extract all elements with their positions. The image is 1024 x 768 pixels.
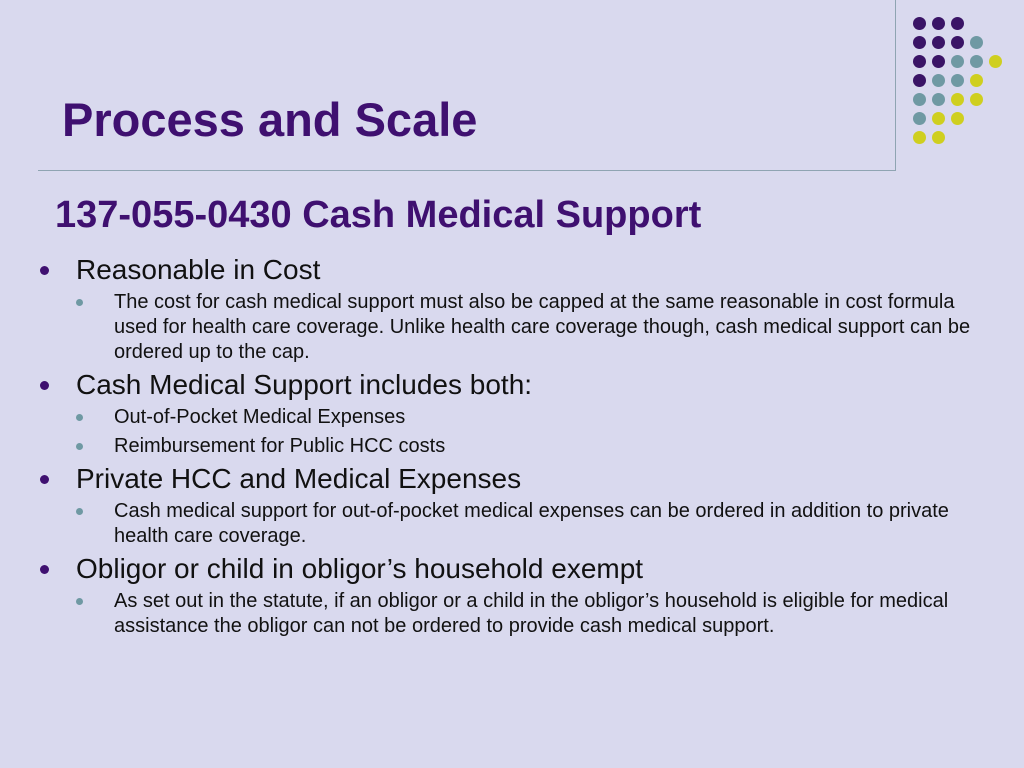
sub-bullet-text: Cash medical support for out-of-pocket medical expenses can be ordered in addition to private health care coverage. <box>114 500 949 547</box>
decor-dot <box>970 36 983 49</box>
decor-dot <box>913 112 926 125</box>
decor-dot <box>951 112 964 125</box>
decor-dot <box>951 74 964 87</box>
decor-dot <box>951 55 964 68</box>
decor-dot <box>913 74 926 87</box>
title-divider-vertical <box>895 0 896 171</box>
sub-bullet-item <box>114 589 994 639</box>
decor-dot <box>913 36 926 49</box>
decor-dot <box>951 17 964 30</box>
sub-bullet-text: The cost for cash medical support must also be capped at the same reasonable in cost formula used for health care coverage. Unlike health care coverage though, cash medical support can be ordered up to the cap. <box>114 291 971 363</box>
bullet-item-includes <box>76 368 996 401</box>
sub-bullet-dot <box>76 508 83 515</box>
sub-bullet-text: Out-of-Pocket Medical Expenses <box>114 406 406 428</box>
decor-dot <box>951 93 964 106</box>
decor-dot <box>913 55 926 68</box>
sub-bullet-dot <box>76 443 83 450</box>
decor-dot <box>913 131 926 144</box>
decor-dot <box>913 93 926 106</box>
sub-bullet-dot <box>76 598 83 605</box>
slide-subtitle: 137-055-0430 Cash Medical Support <box>55 194 702 236</box>
decor-dot <box>951 36 964 49</box>
decor-dot <box>970 74 983 87</box>
sub-bullet-item <box>114 405 994 430</box>
sub-bullet-text: As set out in the statute, if an obligor or a child in the obligor’s household is eligible for medical assistance the obligor can not be ordered to provide cash medical support. <box>114 590 949 637</box>
decor-dot <box>970 93 983 106</box>
bullet-item-reasonable-cost <box>76 253 996 286</box>
decor-dot <box>932 112 945 125</box>
decor-dot <box>932 36 945 49</box>
bullet-item-private-hcc <box>76 462 996 495</box>
slide-title: Process and Scale <box>62 93 478 146</box>
bullet-item-obligor-exempt <box>76 552 996 585</box>
title-divider <box>38 170 896 171</box>
bullet-dot <box>40 381 49 390</box>
decor-dot <box>932 55 945 68</box>
bullet-text: Cash Medical Support includes both: <box>76 369 533 400</box>
bullet-text: Reasonable in Cost <box>76 254 321 285</box>
sub-bullet-text: Reimbursement for Public HCC costs <box>114 435 446 457</box>
decor-dot <box>932 131 945 144</box>
bullet-dot <box>40 475 49 484</box>
bullet-text: Obligor or child in obligor’s household exempt <box>76 553 644 584</box>
bullet-list <box>0 250 1024 639</box>
sub-bullet-dot <box>76 299 83 306</box>
decor-dot <box>970 55 983 68</box>
bullet-text: Private HCC and Medical Expenses <box>76 463 522 494</box>
sub-bullet-item <box>114 434 994 459</box>
decor-dot <box>932 17 945 30</box>
decor-dot <box>989 55 1002 68</box>
bullet-dot <box>40 266 49 275</box>
sub-bullet-dot <box>76 414 83 421</box>
decor-dot <box>932 93 945 106</box>
sub-bullet-item <box>114 499 994 549</box>
bullet-dot <box>40 565 49 574</box>
decor-dot <box>932 74 945 87</box>
decor-dot <box>913 17 926 30</box>
sub-bullet-item <box>114 290 994 365</box>
